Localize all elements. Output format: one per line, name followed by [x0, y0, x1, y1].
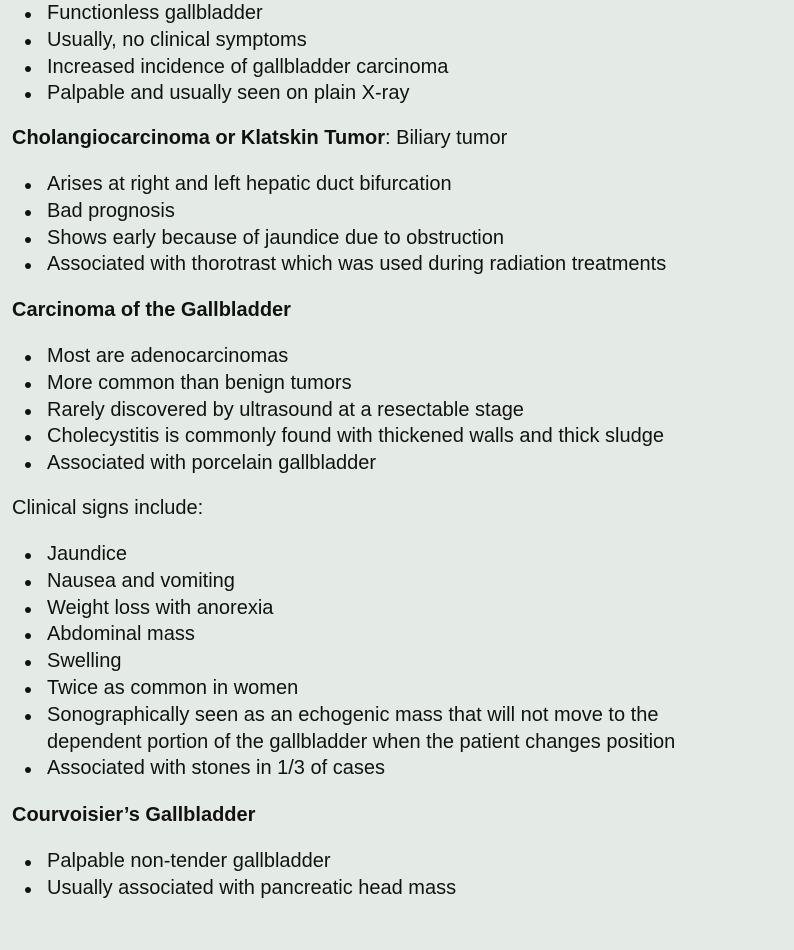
list-item: Abdominal mass	[0, 621, 747, 648]
list-item: Jaundice	[0, 541, 747, 568]
list-item: Increased incidence of gallbladder carcinoma	[0, 54, 448, 81]
cholangiocarcinoma-subtitle: : Biliary tumor	[385, 127, 508, 149]
list-item: Weight loss with anorexia	[0, 595, 747, 622]
porcelain-gallbladder-list	[0, 0, 448, 107]
list-item: Associated with thorotrast which was used during radiation treatments	[0, 251, 666, 278]
courvoisier-list	[0, 848, 456, 902]
list-item: Palpable non-tender gallbladder	[0, 848, 456, 875]
carcinoma-list	[0, 343, 664, 477]
clinical-signs-list	[0, 541, 747, 782]
list-item: Associated with porcelain gallbladder	[0, 450, 664, 477]
list-item: Shows early because of jaundice due to obstruction	[0, 225, 666, 252]
list-item: Functionless gallbladder	[0, 0, 448, 27]
list-item: Sonographically seen as an echogenic mass that will not move to the dependent portion of the gallbladder when the patient changes position	[0, 702, 747, 756]
list-item: Associated with stones in 1/3 of cases	[0, 755, 747, 782]
list-item: Twice as common in women	[0, 675, 747, 702]
list-item: Cholecystitis is commonly found with thickened walls and thick sludge	[0, 423, 664, 450]
list-item: Nausea and vomiting	[0, 568, 747, 595]
list-item: Most are adenocarcinomas	[0, 343, 664, 370]
list-item: Palpable and usually seen on plain X-ray	[0, 80, 448, 107]
list-item: Arises at right and left hepatic duct bifurcation	[0, 171, 666, 198]
cholangiocarcinoma-heading: Cholangiocarcinoma or Klatskin Tumor	[12, 127, 386, 149]
carcinoma-heading: Carcinoma of the Gallbladder	[12, 299, 291, 321]
list-item: More common than benign tumors	[0, 370, 664, 397]
list-item: Rarely discovered by ultrasound at a resectable stage	[0, 397, 664, 424]
list-item: Usually associated with pancreatic head mass	[0, 875, 456, 902]
list-item: Swelling	[0, 648, 747, 675]
courvoisier-heading: Courvoisier’s Gallbladder	[12, 804, 256, 826]
clinical-signs-intro: Clinical signs include:	[12, 497, 204, 519]
list-item: Usually, no clinical symptoms	[0, 27, 448, 54]
cholangiocarcinoma-list	[0, 171, 666, 278]
list-item: Bad prognosis	[0, 198, 666, 225]
cholangiocarcinoma-heading-line	[12, 125, 507, 151]
